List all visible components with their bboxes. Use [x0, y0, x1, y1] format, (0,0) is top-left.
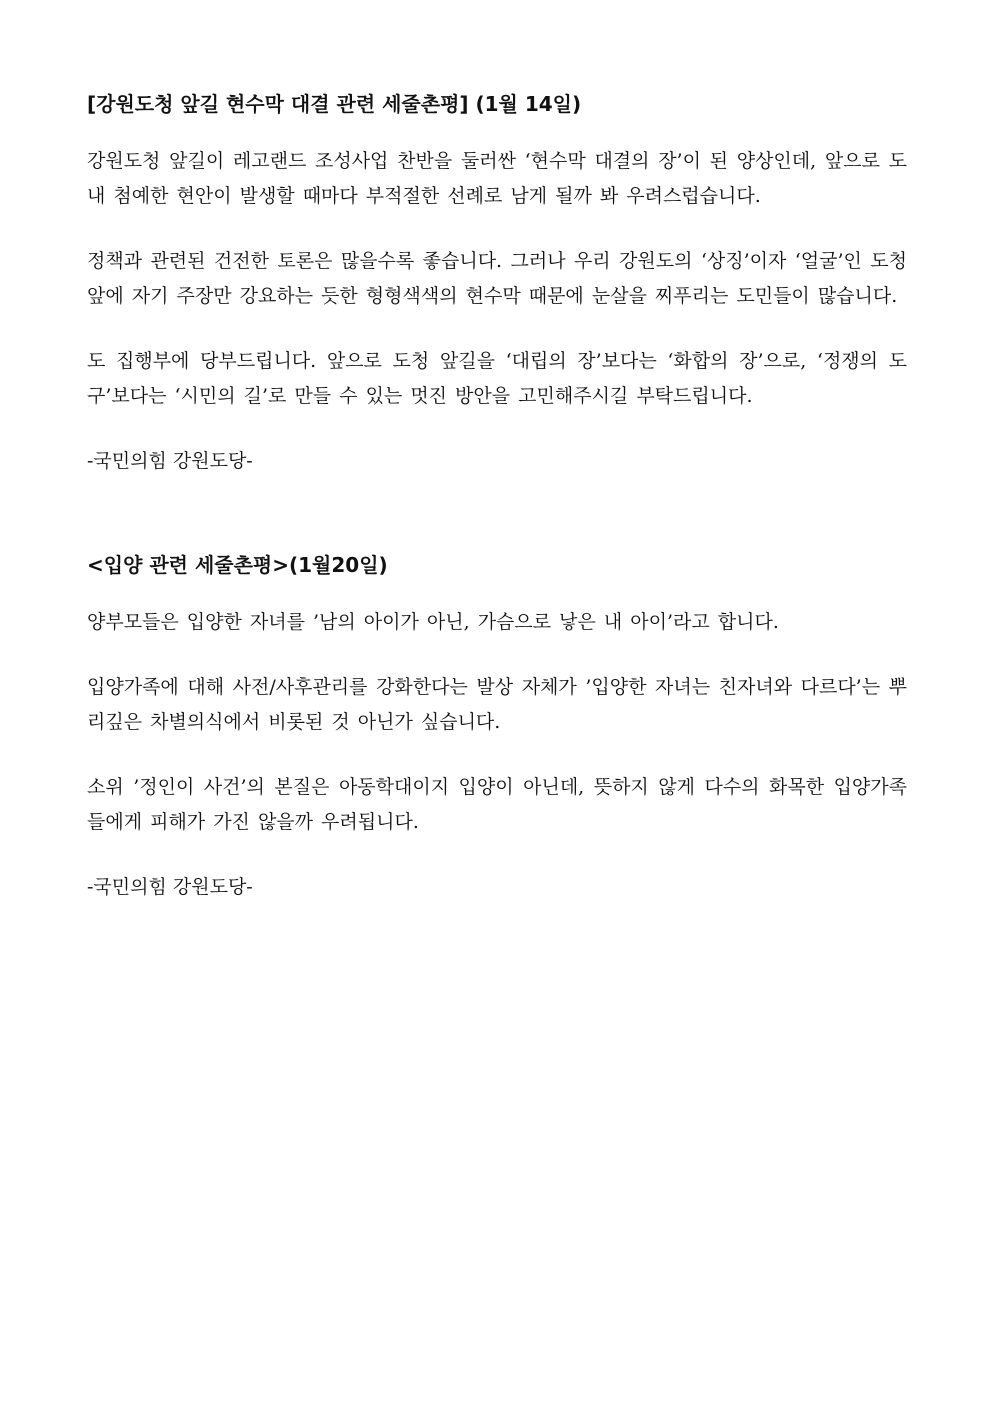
signature: -국민의힘 강원도당- [87, 876, 253, 898]
signature: -국민의힘 강원도당- [87, 450, 253, 472]
paragraph: 양부모들은 입양한 자녀를 ’남의 아이가 아닌, 가슴으로 낳은 내 아이’라고 합니다. [87, 611, 779, 633]
section-heading: [강원도청 앞길 현수막 대결 관련 세줄촌평] (1월 14일) [87, 92, 582, 116]
paragraph: 도 집행부에 당부드립니다. 앞으로 도청 앞길을 ‘대립의 장’보다는 ‘화합의 장’으로, ‘정쟁의 도구’보다는 ‘시민의 길’로 만들 수 있는 멋진 방안을 고민해주시길 부탁드립니다. [87, 350, 907, 407]
commentary-section-banner [87, 86, 907, 479]
commentary-section-adoption [87, 547, 907, 905]
paragraph: 정책과 관련된 건전한 토론은 많을수록 좋습니다. 그러나 우리 강원도의 ‘상징’이자 ‘얼굴’인 도청 앞에 자기 주장만 강요하는 듯한 형형색색의 현수막 때문에 눈살을 찌푸리는 도민들이 많습니다. [87, 250, 907, 307]
section-heading: <입양 관련 세줄촌평>(1월20일) [87, 553, 388, 577]
paragraph: 입양가족에 대해 사전/사후관리를 강화한다는 발상 자체가 ’입양한 자녀는 친자녀와 다르다’는 뿌리깊은 차별의식에서 비롯된 것 아닌가 싶습니다. [87, 676, 907, 733]
paragraph: 강원도청 앞길이 레고랜드 조성사업 찬반을 둘러싼 ‘현수막 대결의 장’이 된 양상인데, 앞으로 도내 첨예한 현안이 발생할 때마다 부적절한 선례로 남게 될까 봐 우려스럽습니다. [87, 150, 907, 207]
document-body [87, 86, 907, 905]
paragraph: 소위 ’정인이 사건’의 본질은 아동학대이지 입양이 아닌데, 뜻하지 않게 다수의 화목한 입양가족들에게 피해가 가진 않을까 우려됩니다. [87, 776, 907, 833]
